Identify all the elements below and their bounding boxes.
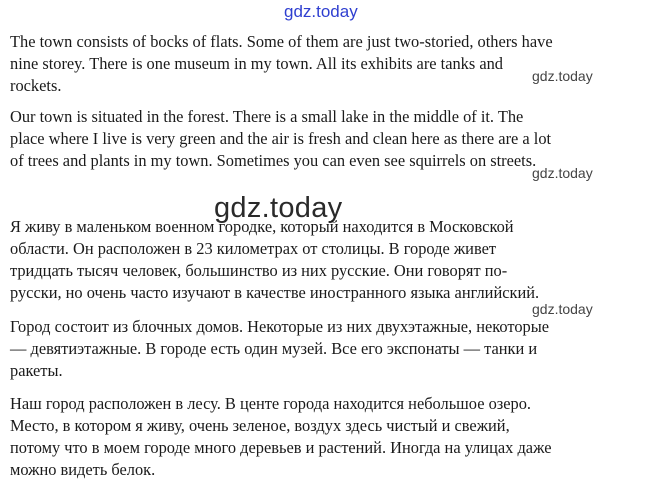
- paragraph-english-2: [10, 106, 640, 172]
- text-line: of trees and plants in my town. Sometimes you can even see squirrels on streets.: [10, 151, 537, 170]
- text-line: русски, но очень часто изучают в качестве иностранного языка английский.: [10, 283, 540, 302]
- watermark-small: gdz.today: [532, 68, 593, 84]
- text-line: place where I live is very green and the air is fresh and clean here as there are a lot: [10, 129, 552, 148]
- text-line: rockets.: [10, 76, 62, 95]
- watermark-small: gdz.today: [532, 165, 593, 181]
- text-line: Our town is situated in the forest. There is a small lake in the middle of it. The: [10, 107, 524, 126]
- text-line: области. Он расположен в 23 километрах от столицы. В городе живет: [10, 239, 497, 258]
- text-line: тридцать тысяч человек, большинство из них русские. Они говорят по-: [10, 261, 508, 280]
- text-line: Наш город расположен в лесу. В центе города находится небольшое озеро.: [10, 394, 532, 413]
- paragraph-english-1: [10, 31, 640, 97]
- paragraph-russian-2: [10, 316, 640, 382]
- watermark-top: gdz.today: [284, 2, 358, 21]
- text-line: Город состоит из блочных домов. Некоторые из них двухэтажные, некоторые: [10, 317, 550, 336]
- watermark-small: gdz.today: [532, 301, 593, 317]
- text-line: — девятиэтажные. В городе есть один музей. Все его экспонаты — танки и: [10, 339, 538, 358]
- text-line: можно видеть белок.: [10, 460, 156, 479]
- watermark-large: gdz.today: [214, 192, 343, 224]
- text-line: Место, в котором я живу, очень зеленое, воздух здесь чистый и свежий,: [10, 416, 510, 435]
- text-line: ракеты.: [10, 361, 63, 380]
- text-line: The town consists of bocks of flats. Some of them are just two-storied, others have: [10, 32, 553, 51]
- text-line: Я живу в маленьком военном городке, который находится в Московской: [10, 217, 514, 236]
- paragraph-russian-3: [10, 393, 640, 481]
- paragraph-russian-1: [10, 216, 640, 304]
- text-line: потому что в моем городе много деревьев и растений. Иногда на улицах даже: [10, 438, 552, 457]
- text-line: nine storey. There is one museum in my town. All its exhibits are tanks and: [10, 54, 504, 73]
